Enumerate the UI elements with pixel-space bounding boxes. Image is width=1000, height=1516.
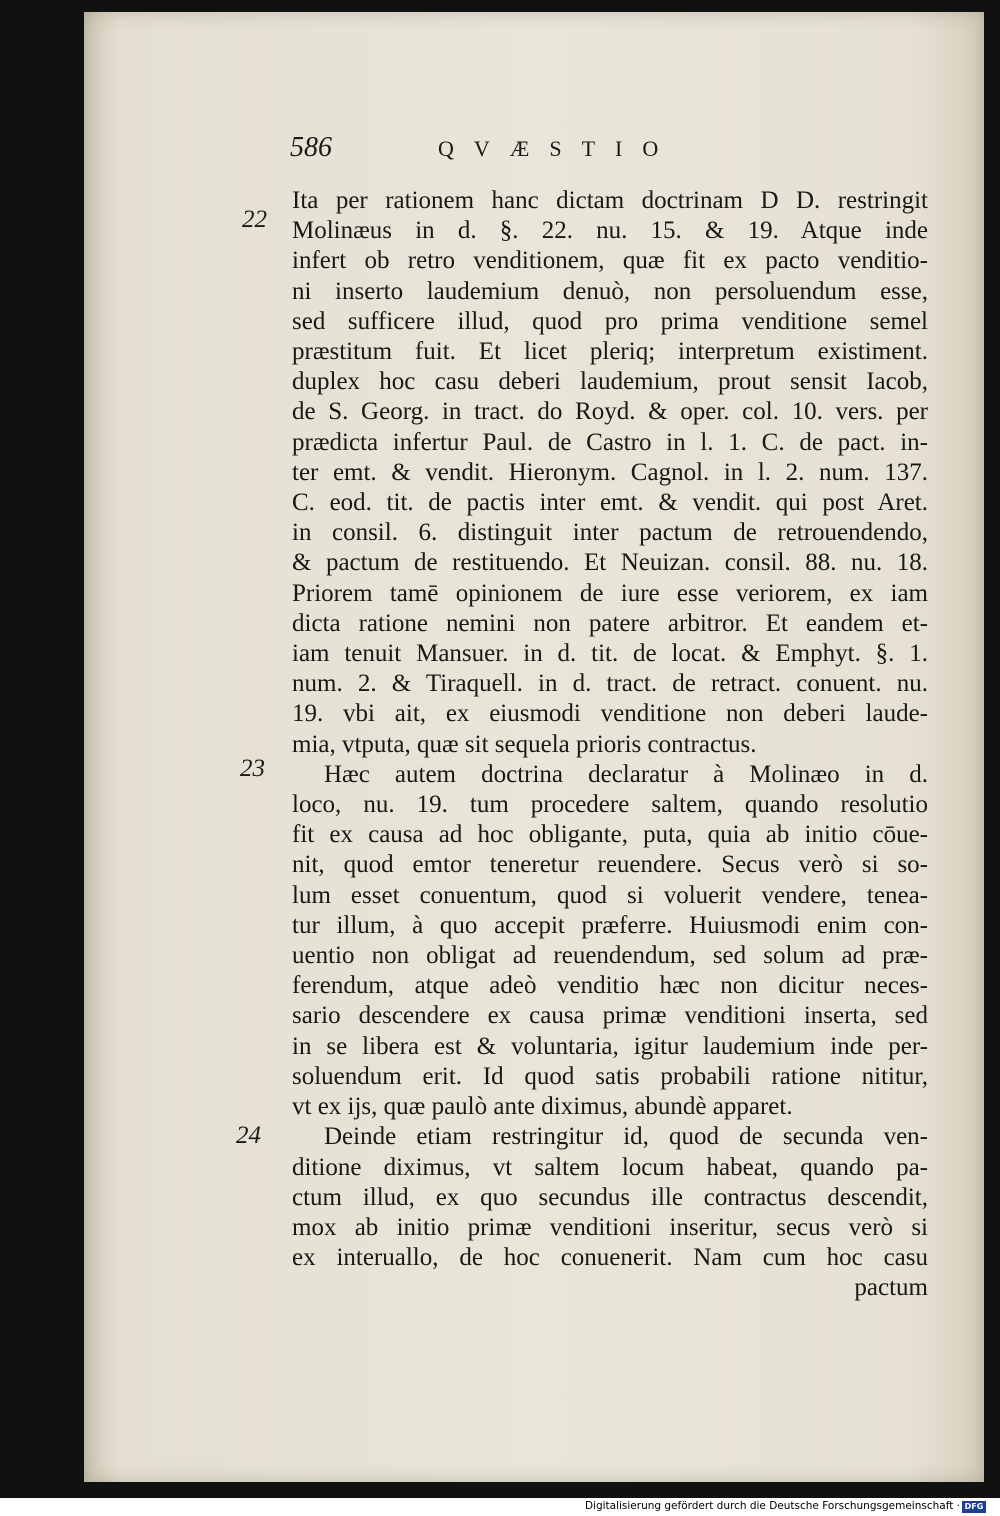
catchword: pactum: [854, 1274, 928, 1302]
text-line: soluendum erit. Id quod satis probabili ratione nititur,: [292, 1062, 928, 1090]
text-line: in consil. 6. distinguit inter pactum de retrouendendo,: [292, 519, 928, 547]
text-line: mox ab initio primæ venditioni inseritur, secus verò si: [292, 1213, 928, 1241]
text-line: 19. vbi ait, ex eiusmodi venditione non deberi laude-: [292, 700, 928, 728]
text-line: de S. Georg. in tract. do Royd. & oper. col. 10. vers. per: [292, 398, 928, 426]
text-line: & pactum de restituendo. Et Neuizan. consil. 88. nu. 18.: [292, 549, 928, 577]
text-line: fit ex causa ad hoc obligante, puta, quia ab initio cōue-: [292, 821, 928, 849]
text-line: ditione diximus, vt saltem locum habeat, quando pa-: [292, 1153, 928, 1181]
text-line: C. eod. tit. de pactis inter emt. & vendit. qui post Aret.: [292, 489, 928, 517]
text-line: Priorem tamē opinionem de iure esse veriorem, ex iam: [292, 579, 928, 607]
text-line: ferendum, atque adeò venditio hæc non dicitur neces-: [292, 972, 928, 1000]
text-line: Hæc autem doctrina declaratur à Molinæo in d.: [324, 760, 928, 788]
text-line: in se libera est & voluntaria, igitur laudemium inde per-: [292, 1032, 928, 1060]
margin-number: 24: [236, 1122, 261, 1149]
page-header: [290, 132, 760, 172]
text-line: mia, vtputa, quæ sit sequela prioris contractus.: [292, 730, 757, 758]
text-line: Ita per rationem hanc dictam doctrinam D D. restringit: [292, 187, 928, 214]
text-line: lum esset conuentum, quod si voluerit vendere, tenea-: [292, 881, 928, 909]
text-line: prædicta infertur Paul. de Castro in l. 1. C. de pact. in-: [292, 428, 928, 456]
text-line: loco, nu. 19. tum procedere saltem, quando resolutio: [292, 791, 928, 819]
margin-number: 22: [242, 206, 267, 233]
text-line: iam tenuit Mansuer. in d. tit. de locat. & Emphyt. §. 1.: [292, 640, 928, 668]
text-line: ex interuallo, de hoc conuenerit. Nam cum hoc casu: [292, 1244, 928, 1272]
margin-number: 23: [240, 755, 265, 782]
text-line: vt ex ijs, quæ paulò ante diximus, abundè apparet.: [292, 1093, 793, 1121]
text-line: ter emt. & vendit. Hieronym. Cagnol. in l. 2. num. 137.: [292, 458, 928, 486]
body-text: [292, 186, 928, 1304]
funding-credit: Digitalisierung gefördert durch die Deutsche Forschungsgemeinschaft ·: [584, 1500, 960, 1512]
dfg-logo-icon: DFG: [962, 1501, 986, 1513]
text-line: uentio non obligat ad reuendendum, sed solum ad præ-: [292, 942, 928, 970]
text-line: ctum illud, ex quo secundus ille contractus descendit,: [292, 1183, 928, 1211]
page-number: 586: [290, 132, 332, 163]
text-line: nit, quod emtor teneretur reuendere. Secus verò si so-: [292, 851, 928, 879]
text-line: tur illum, à quo accepit præferre. Huiusmodi enim con-: [292, 911, 928, 939]
text-line: sed sufficere illud, quod pro prima venditione semel: [292, 307, 928, 335]
running-head: QVÆSTIO: [438, 136, 679, 161]
text-line: dicta ratione nemini non patere arbitror. Et eandem et-: [292, 609, 928, 637]
text-line: infert ob retro venditionem, quæ fit ex pacto venditio-: [292, 247, 928, 275]
text-line: sario descendere ex causa primæ venditioni inserta, sed: [292, 1002, 928, 1030]
text-line: Molinæus in d. §. 22. nu. 15. & 19. Atque inde: [292, 217, 928, 245]
text-line: num. 2. & Tiraquell. in d. tract. de retract. conuent. nu.: [292, 670, 928, 698]
text-line: præstitum fuit. Et licet pleriq; interpretum existiment.: [292, 338, 928, 366]
text-line: Deinde etiam restringitur id, quod de secunda ven-: [324, 1123, 928, 1151]
text-line: duplex hoc casu deberi laudemium, prout sensit Iacob,: [292, 368, 928, 396]
text-line: ni inserto laudemium denuò, non persoluendum esse,: [292, 277, 928, 305]
